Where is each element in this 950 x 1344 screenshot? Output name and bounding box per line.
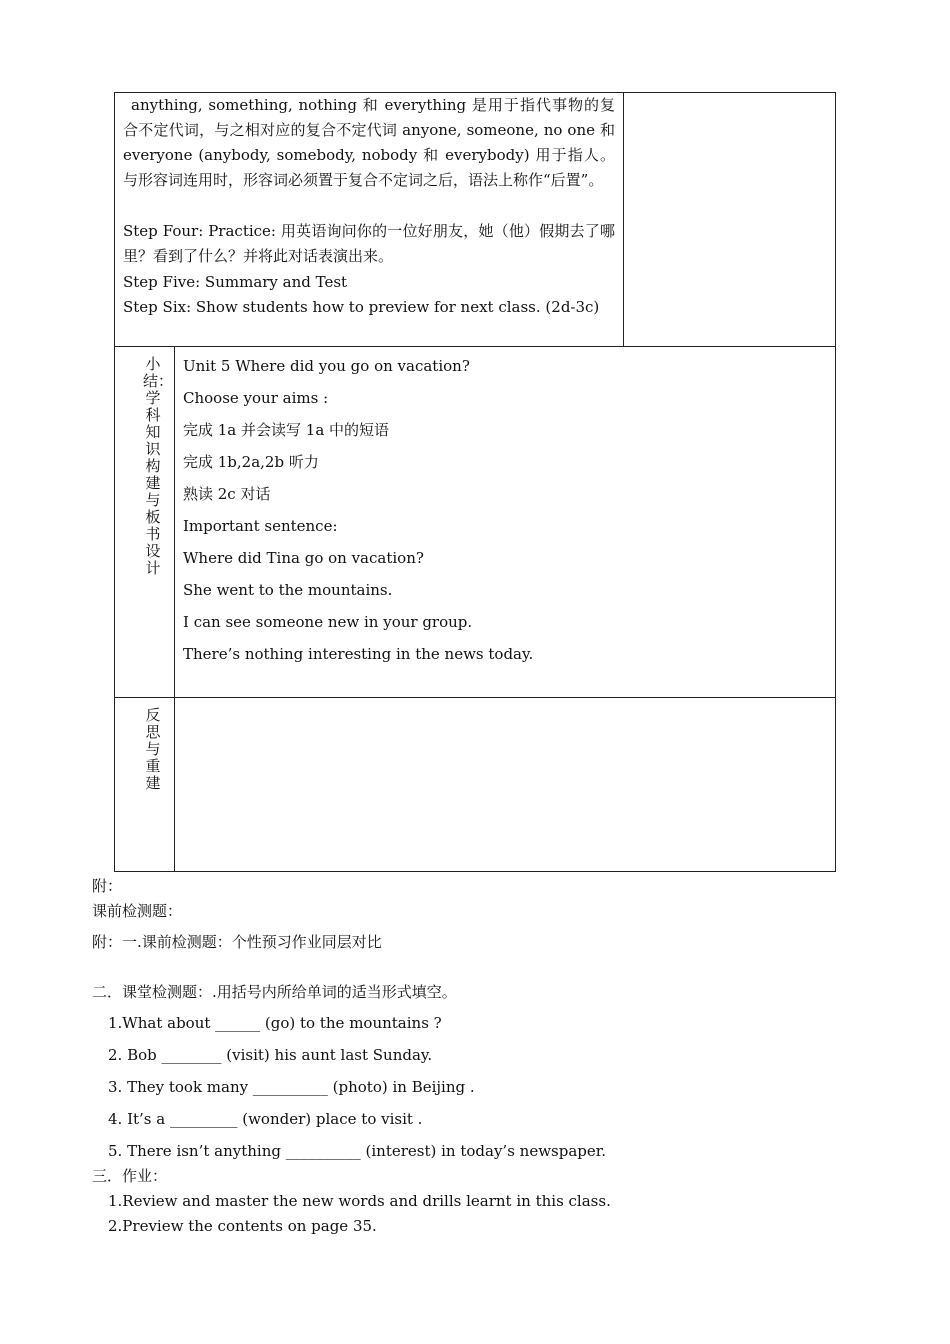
- compound-pronoun-paragraph: anything, something, nothing 和 everything 是用于指代事物的复合不定代词，与之相对应的复合不定代词 anyone, someone, no one 和 everyone (anybody, somebody, nobody 和 everybody) 用于指人。与形容词连用时，形容词必须置于复合不定词之后，语法上称作“后置”。: [123, 96, 615, 189]
- exercise-2: 2. Bob ________ (visit) his aunt last Sunday.: [108, 1046, 433, 1064]
- section-three-heading: 三．作业：: [92, 1167, 168, 1185]
- top-table-divider: [623, 92, 624, 347]
- summary-line-2c: 熟读 2c 对话: [183, 485, 271, 503]
- summary-line-sentence-1: Where did Tina go on vacation?: [183, 549, 424, 567]
- summary-line-sentence-4: There’s nothing interesting in the news today.: [183, 645, 534, 663]
- reflection-label: 反思与重建: [145, 706, 161, 792]
- step-six-text: Step Six: Show students how to preview for next class. (2d-3c): [123, 298, 600, 316]
- summary-line-listening: 完成 1b,2a,2b 听力: [183, 453, 319, 471]
- step-four-text: Step Four: Practice: 用英语询问你的一位好朋友，她（他）假期去了哪里？看到了什么？并将此对话表演出来。: [123, 222, 615, 265]
- homework-1: 1.Review and master the new words and drills learnt in this class.: [108, 1192, 611, 1210]
- summary-line-important: Important sentence:: [183, 517, 338, 535]
- summary-line-sentence-3: I can see someone new in your group.: [183, 613, 473, 631]
- exercise-1: 1.What about ______ (go) to the mountains ?: [108, 1014, 442, 1032]
- summary-line-1a: 完成 1a 并会读写 1a 中的短语: [183, 421, 390, 439]
- summary-line-aims: Choose your aims :: [183, 389, 329, 407]
- summary-line-unit: Unit 5 Where did you go on vacation?: [183, 357, 470, 375]
- appendix-pre-test-line: 附：一.课前检测题：个性预习作业同层对比: [92, 933, 382, 951]
- appendix-pre-test: 课前检测题：: [92, 902, 183, 920]
- summary-line-sentence-2: She went to the mountains.: [183, 581, 393, 599]
- section-two-heading: 二．课堂检测题：.用括号内所给单词的适当形式填空。: [92, 983, 457, 1001]
- summary-label-divider: [174, 346, 175, 872]
- exercise-3: 3. They took many __________ (photo) in Beijing .: [108, 1078, 475, 1096]
- summary-label: 小结：学科知识构建与板书设计: [143, 355, 174, 577]
- exercise-4: 4. It’s a _________ (wonder) place to visit .: [108, 1110, 423, 1128]
- summary-reflection-divider: [114, 697, 836, 698]
- step-five-text: Step Five: Summary and Test: [123, 273, 348, 291]
- appendix-fu: 附：: [92, 877, 123, 895]
- exercise-5: 5. There isn’t anything __________ (interest) in today’s newspaper.: [108, 1142, 607, 1160]
- homework-2: 2.Preview the contents on page 35.: [108, 1217, 377, 1235]
